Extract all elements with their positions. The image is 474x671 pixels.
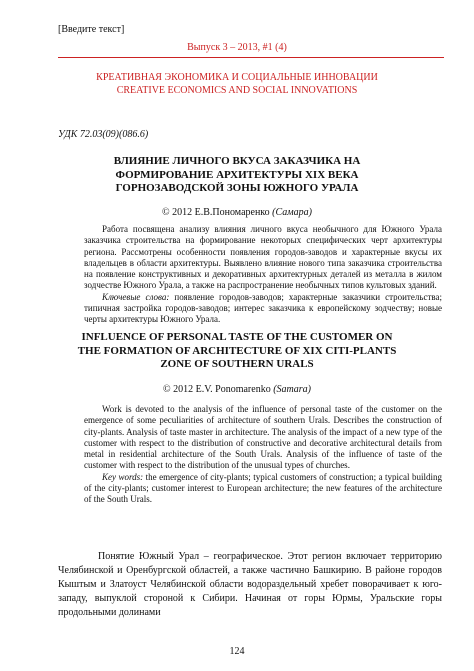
keywords-en	[84, 472, 442, 506]
page-number: 124	[229, 646, 245, 657]
keywords-ru	[84, 292, 442, 326]
author-location-en: (Samara)	[273, 384, 311, 395]
keywords-label-ru: Ключевые слова:	[102, 291, 170, 302]
rubric-ru: КРЕАТИВНАЯ ЭКОНОМИКА И СОЦИАЛЬНЫЕ ИННОВАЦИИ	[96, 72, 378, 83]
body-paragraph: Понятие Южный Урал – географическое. Этот регион включает территорию Челябинской и Оренбургской областей, а также частично Башкирию. В районе городов Кыштым и Златоуст Челябинской области водораздельный хребет поворачивает к юго-западу, выпуклой стороной к Сибири. Начиная от горы Юрмы, Уральские горы продольными долинами	[58, 551, 442, 618]
abstract-text-en: Work is devoted to the analysis of the influence of personal taste of the customer on the emergence of some peculiarities of architecture of southern Urals. Describes the construction of city-plants. Analysis of taste master in architecture. The analysis of the impact of a new type of the customer with respect to the distribution of constructive and decorative architectural details from metal in residential architecture of the South Urals. Analysis of the influence of taste of the customer with respect to the distribution of the unusual types of churches.	[84, 404, 442, 471]
article-title-en: INFLUENCE OF PERSONAL TASTE OF THE CUSTOMER ON THE FORMATION OF ARCHITECTURE OF XIX CITI-PLANTS ZONE OF SOUTHERN URALS	[77, 331, 397, 370]
udc-code: УДК 72.03(09)(086.6)	[58, 129, 149, 140]
keywords-text-ru: появление городов-заводов; характерные заказчики строительства; типичная застройка городов-заводов; интерес заказчика к европейскому зодчеству; новые черты архитектуры Южного Урала.	[84, 291, 443, 325]
author-line-en	[0, 384, 474, 395]
body-text	[58, 550, 442, 620]
author-name-en: © 2012 E.V. Ponomarenko	[163, 384, 271, 395]
author-line-ru	[0, 207, 474, 218]
article-title-ru: ВЛИЯНИЕ ЛИЧНОГО ВКУСА ЗАКАЗЧИКА НА ФОРМИРОВАНИЕ АРХИТЕКТУРЫ XIX ВЕКА ГОРНОЗАВОДСКОЙ ЗОНЫ ЮЖНОГО УРАЛА	[113, 155, 361, 194]
section-rubric	[0, 71, 474, 97]
header-divider	[58, 57, 444, 58]
rubric-en: CREATIVE ECONOMICS AND SOCIAL INNOVATIONS	[116, 85, 358, 96]
abstract-ru	[84, 224, 442, 326]
issue-line: Выпуск 3 – 2013, #1 (4)	[187, 42, 287, 53]
abstract-en	[84, 404, 442, 506]
author-location-ru: (Самара)	[272, 207, 312, 218]
header-placeholder-note: [Введите текст]	[58, 24, 125, 35]
abstract-text-ru: Работа посвящена анализу влияния личного вкуса необычного для Южного Урала заказчика строительства на формирование некоторых специфических черт архитектуры региона. Рассмотрены особенности появления городов-заводов и характерные вкусы их владельцев в области архитектуры. Выявлено влияние нового типа заказчика строительства на появление конструктивных и декоративных архитектурных деталей из металла в жилом зодчестве Южного Урала, а также на распространение необычных типов культовых зданий.	[84, 224, 442, 291]
keywords-label-en: Key words:	[102, 471, 144, 482]
author-name-ru: © 2012 Е.В.Пономаренко	[162, 207, 270, 218]
keywords-text-en: the emergence of city-plants; typical customers of construction; a typical building of the city-plants; customer interest to European architecture; the new features of the architecture of the South Urals.	[84, 471, 443, 505]
